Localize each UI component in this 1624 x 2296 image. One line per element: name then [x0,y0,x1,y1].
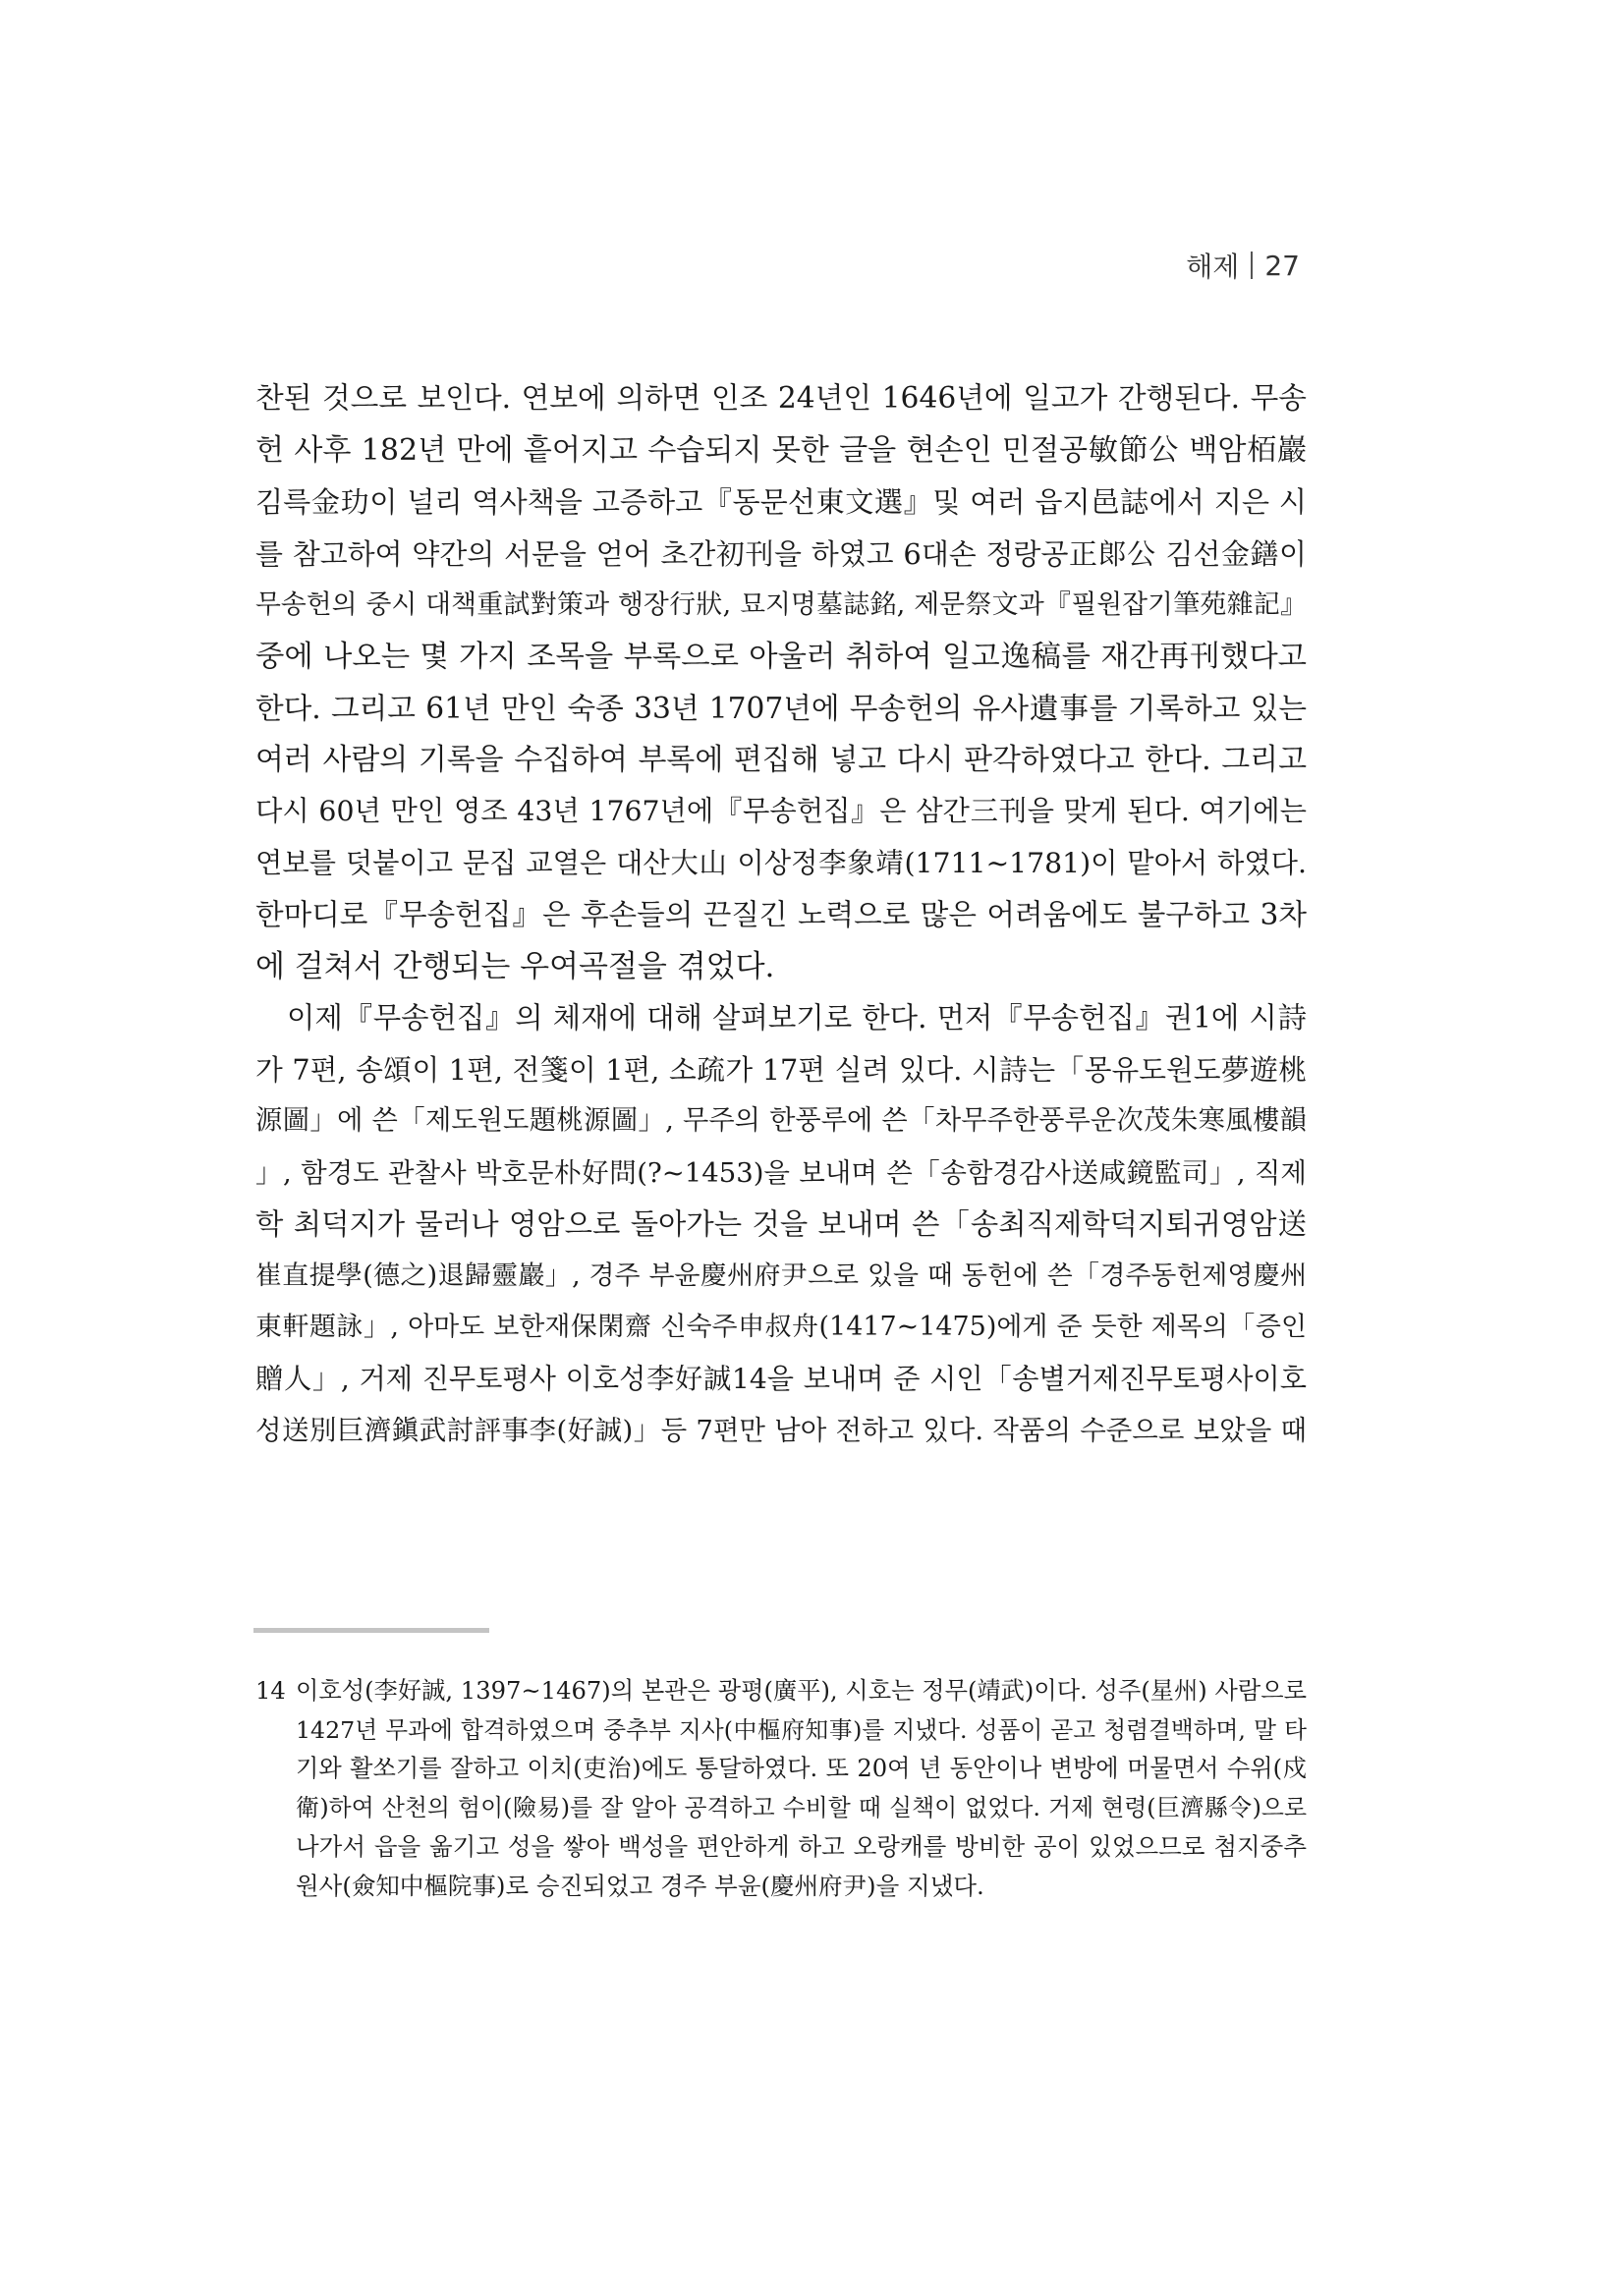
text-line: 를 참고하여 약간의 서문을 얻어 초간初刊을 하였고 6대손 정랑공正郞公 김선金鐥이 [255,536,1307,571]
text-line: 여러 사람의 기록을 수집하여 부록에 편집해 넣고 다시 판각하였다고 한다. 그리고 [255,742,1307,777]
footnote-line: 원사(僉知中樞院事)로 승진되었고 경주 부윤(慶州府尹)을 지냈다. [296,1871,984,1900]
text-line: 학 최덕지가 물러나 영암으로 돌아가는 것을 보내며 쓴「송최직제학덕지퇴귀영암送 [255,1207,1307,1241]
text-line: 에 걸쳐서 간행되는 우여곡절을 겪었다. [255,948,775,984]
text-line: 연보를 덧붙이고 문집 교열은 대산大山 이상정李象靖(1711~1781)이 맡아서 하였다. [255,846,1307,879]
footnote-line: 나가서 읍을 옮기고 성을 쌓아 백성을 편안하게 하고 오랑캐를 방비한 공이 있었으므로 첨지중추 [296,1832,1307,1861]
text-line: 김륵金玏이 널리 역사책을 고증하고『동문선東文選』및 여러 읍지邑誌에서 지은 시 [255,485,1307,519]
body-text [255,373,1307,1457]
footnote-line: 이호성(李好誠, 1397~1467)의 본관은 광평(廣平), 시호는 정무(靖武)이다. 성주(星州) 사람으로 [296,1677,1307,1705]
text-line: 가 7편, 송頌이 1편, 전箋이 1편, 소疏가 17편 실려 있다. 시詩는「몽유도원도夢遊桃 [255,1052,1307,1087]
footnote [255,1672,1307,1905]
text-line: 源圖」에 쓴「제도원도題桃源圖」, 무주의 한풍루에 쓴「차무주한풍루운次茂朱寒風樓韻 [255,1105,1307,1136]
text-line: 다시 60년 만인 영조 43년 1767년에『무송헌집』은 삼간三刊을 맞게 된다. 여기에는 [255,795,1307,827]
text-line: 성送別巨濟鎭武討評事李(好誠)」등 7편만 남아 전하고 있다. 작품의 수준으로 보았을 때 [255,1415,1307,1446]
footnote-number: 14 [255,1677,286,1705]
text-line: 찬된 것으로 보인다. 연보에 의하면 인조 24년인 1646년에 일고가 간행된다. 무송 [255,381,1307,416]
section-title: 해제 [1186,251,1240,283]
running-header [1186,246,1300,285]
text-line: 중에 나오는 몇 가지 조목을 부록으로 아울러 취하여 일고逸稿를 재간再刊했다고 [255,639,1307,674]
paragraph-first-line: 이제『무송헌집』의 체재에 대해 살펴보기로 한다. 먼저『무송헌집』권1에 시詩 [287,1001,1307,1035]
footnote-separator [253,1628,489,1633]
text-line: 무송헌의 중시 대책重試對策과 행장行狀, 묘지명墓誌銘, 제문祭文과『필원잡기筆苑雜記』 [255,589,1307,620]
text-line: 헌 사후 182년 만에 흩어지고 수습되지 못한 글을 현손인 민절공敏節公 백암栢巖 [255,432,1307,468]
text-line: 」, 함경도 관찰사 박호문朴好問(?~1453)을 보내며 쓴「송함경감사送咸鏡監司」, 직제 [255,1156,1307,1189]
text-line: 贈人」, 거제 진무토평사 이호성李好誠14을 보내며 준 시인「송별거제진무토평사이호 [255,1362,1307,1395]
page-number: 27 [1264,249,1300,282]
text-line: 한다. 그리고 61년 만인 숙종 33년 1707년에 무송헌의 유사遺事를 기록하고 있는 [255,691,1307,725]
footnote-line: 기와 활쏘기를 잘하고 이치(吏治)에도 통달하였다. 또 20여 년 동안이나 변방에 머물면서 수위(戍 [296,1755,1307,1782]
text-line: 한마디로『무송헌집』은 후손들의 끈질긴 노력으로 많은 어려움에도 불구하고 3차 [255,898,1307,931]
footnote-line: 衛)하여 산천의 험이(險易)를 잘 알아 공격하고 수비할 때 실책이 없었다. 거제 현령(巨濟縣令)으로 [296,1793,1307,1821]
header-divider [1251,252,1253,279]
footnote-line: 1427년 무과에 합격하였으며 중추부 지사(中樞府知事)를 지냈다. 성품이 곧고 청렴결백하며, 말 타 [296,1715,1307,1744]
text-line: 東軒題詠」, 아마도 보한재保閑齋 신숙주申叔舟(1417~1475)에게 준 듯한 제목의「증인 [255,1312,1307,1342]
text-line: 崔直提學(德之)退歸靈巖」, 경주 부윤慶州府尹으로 있을 때 동헌에 쓴「경주동헌제영慶州 [255,1260,1307,1291]
